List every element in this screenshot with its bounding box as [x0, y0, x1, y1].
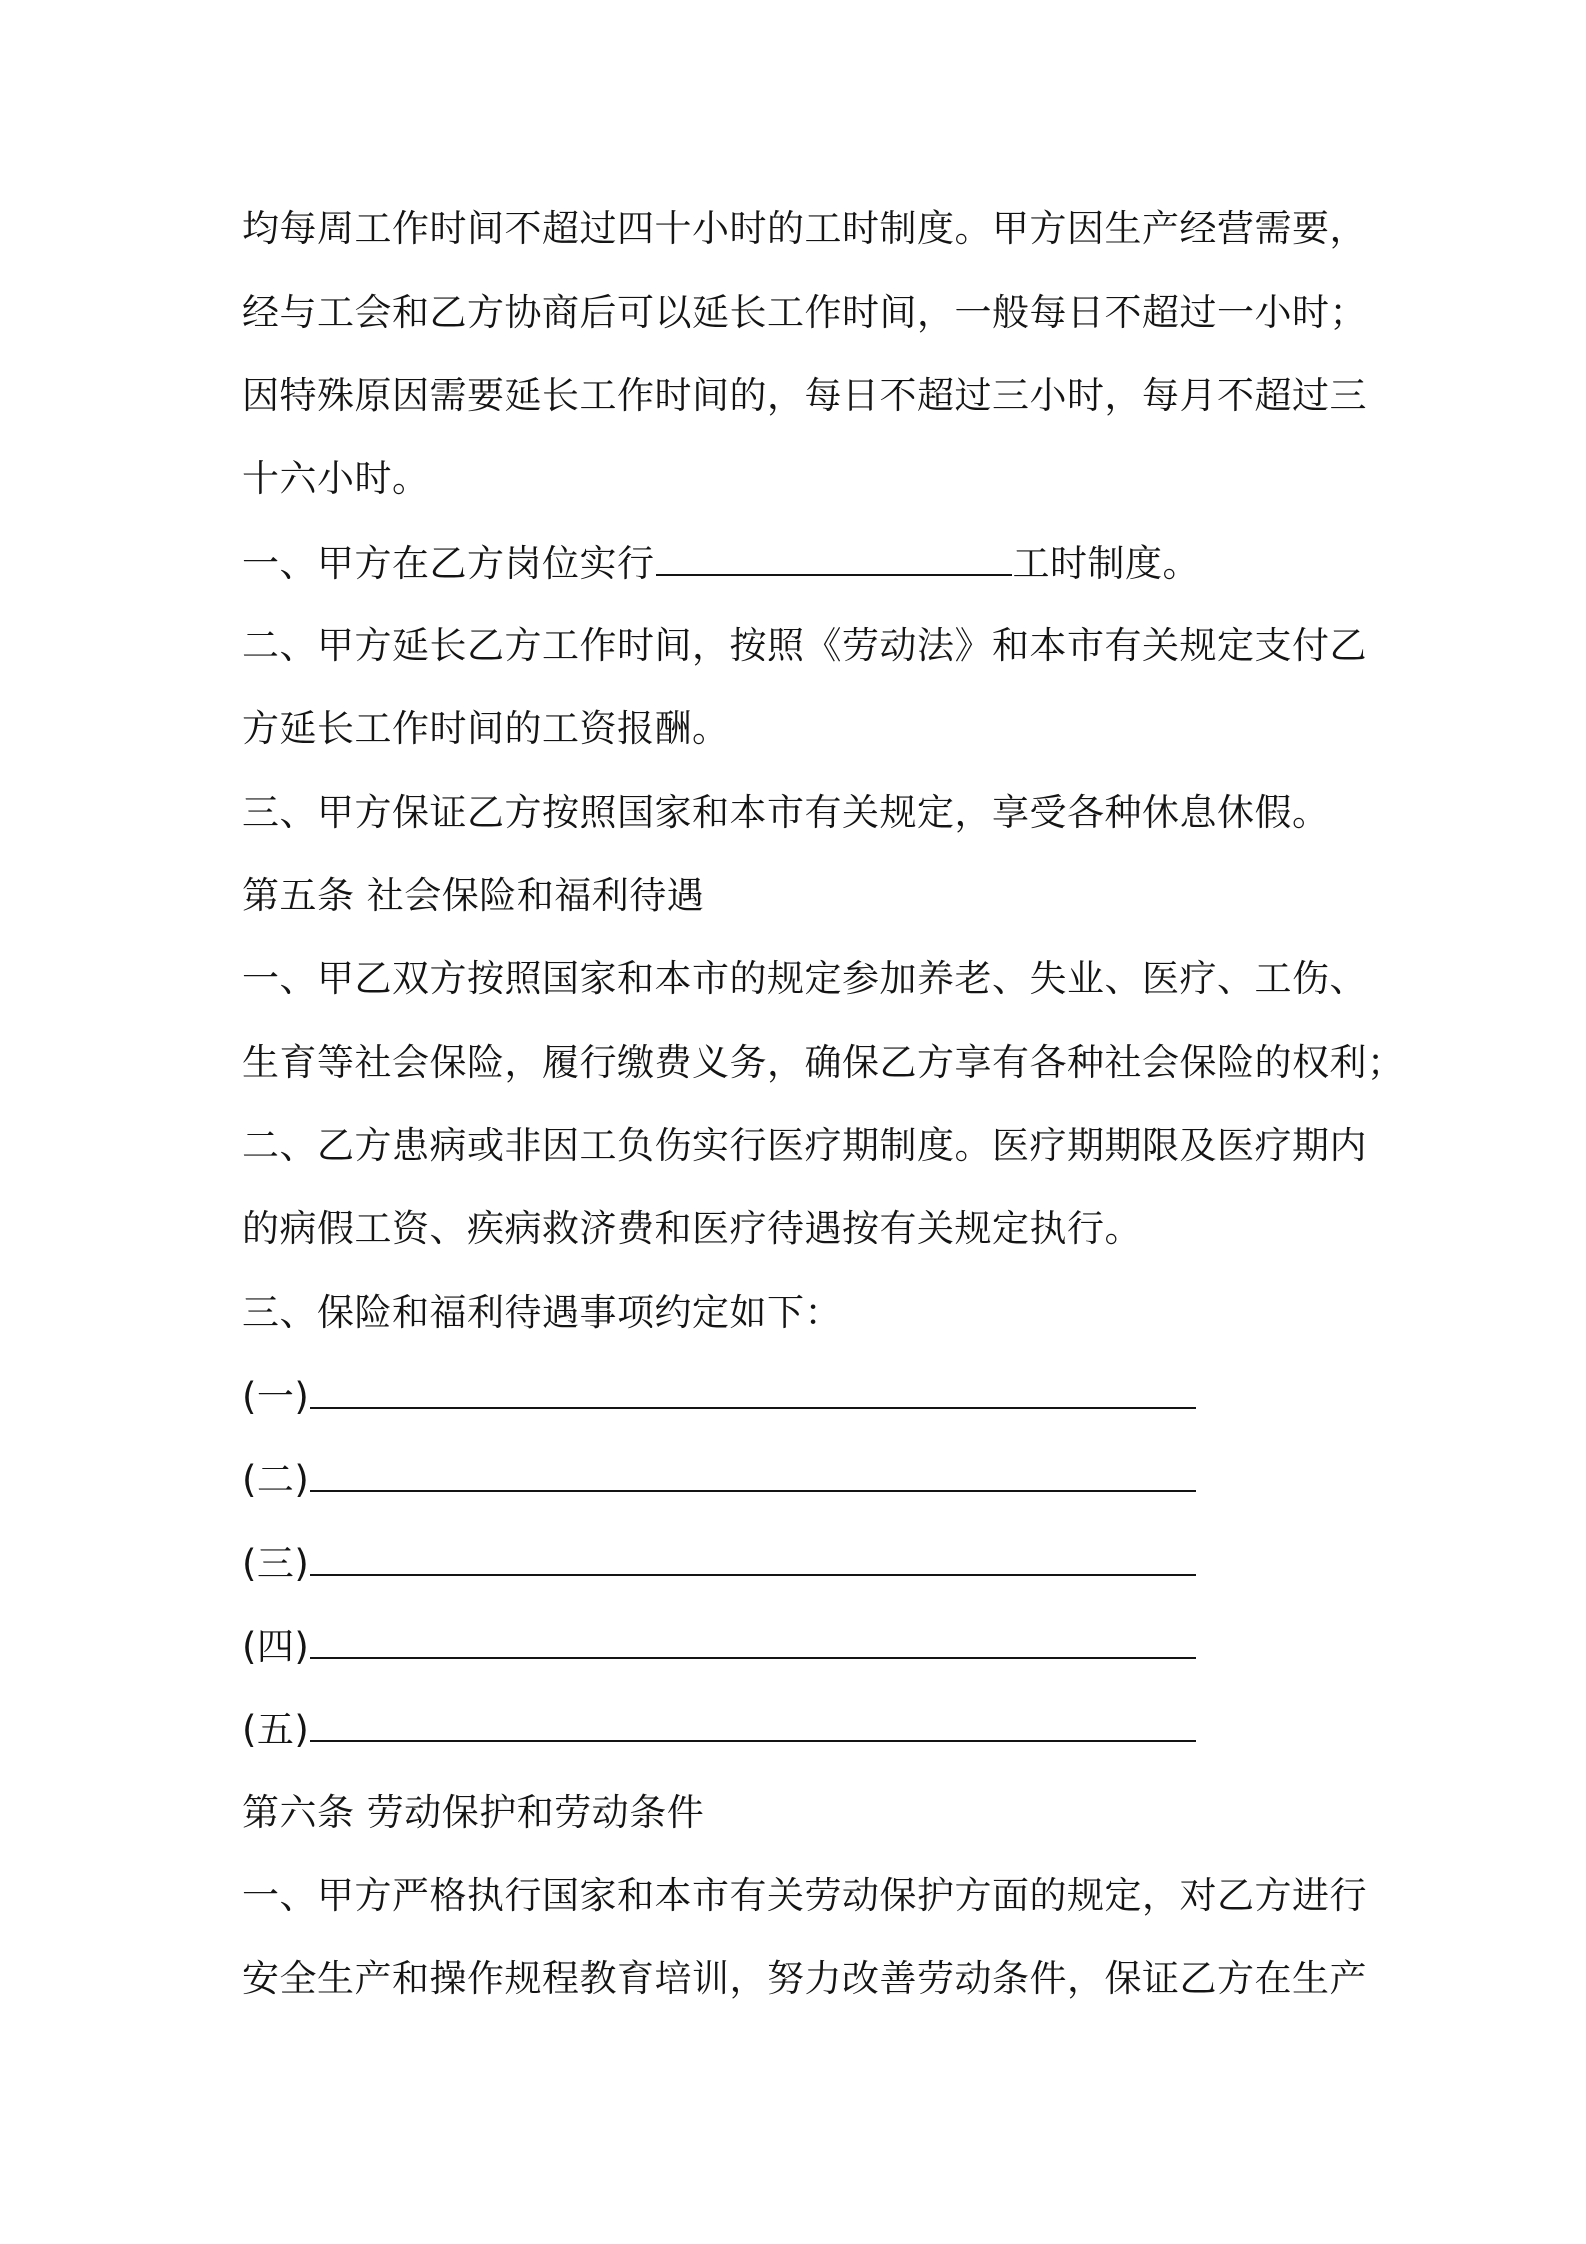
- blank-item: [242, 1454, 1362, 1504]
- blank-item-field[interactable]: [310, 1454, 1196, 1492]
- item-working-hours: [242, 538, 1362, 588]
- paragraph-line: 均每周工作时间不超过四十小时的工时制度。甲方因生产经营需要，: [242, 207, 1367, 250]
- working-hours-blank[interactable]: [656, 538, 1012, 576]
- blank-item-field[interactable]: [310, 1538, 1196, 1576]
- article5-item3: 三、保险和福利待遇事项约定如下：: [242, 1291, 842, 1334]
- blank-item-field[interactable]: [310, 1704, 1196, 1742]
- article5-item2-line: 的病假工资、疾病救济费和医疗待遇按有关规定执行。: [242, 1207, 1142, 1250]
- blank-item: [242, 1538, 1362, 1588]
- blank-item-label: (三): [242, 1542, 310, 1585]
- blank-item-label: (二): [242, 1458, 310, 1501]
- blank-item-field[interactable]: [310, 1371, 1196, 1409]
- article6-item1-line: 安全生产和操作规程教育培训，努力改善劳动条件，保证乙方在生产: [242, 1957, 1367, 2000]
- paragraph-line: 因特殊原因需要延长工作时间的，每日不超过三小时，每月不超过三: [242, 374, 1367, 417]
- item-overtime-line: 二、甲方延长乙方工作时间，按照《劳动法》和本市有关规定支付乙: [242, 624, 1367, 667]
- blank-item-label: (四): [242, 1625, 310, 1668]
- blank-item: [242, 1371, 1362, 1421]
- item-overtime-line: 方延长工作时间的工资报酬。: [242, 707, 730, 750]
- blank-item: [242, 1704, 1362, 1754]
- article5-heading: 第五条 社会保险和福利待遇: [242, 874, 705, 917]
- item-working-hours-suffix: 工时制度。: [1012, 542, 1200, 585]
- blank-item-label: (五): [242, 1708, 310, 1751]
- article6-item1-line: 一、甲方严格执行国家和本市有关劳动保护方面的规定，对乙方进行: [242, 1874, 1367, 1917]
- item-working-hours-prefix: 一、甲方在乙方岗位实行: [242, 542, 655, 585]
- article5-item1-line: 生育等社会保险，履行缴费义务，确保乙方享有各种社会保险的权利；: [242, 1041, 1405, 1084]
- blank-item-label: (一): [242, 1375, 310, 1418]
- paragraph-line: 十六小时。: [242, 457, 430, 500]
- paragraph-line: 经与工会和乙方协商后可以延长工作时间，一般每日不超过一小时；: [242, 291, 1367, 334]
- blank-item-field[interactable]: [310, 1621, 1196, 1659]
- blank-item: [242, 1621, 1362, 1671]
- article5-item1-line: 一、甲乙双方按照国家和本市的规定参加养老、失业、医疗、工伤、: [242, 957, 1367, 1000]
- article6-heading: 第六条 劳动保护和劳动条件: [242, 1791, 705, 1834]
- item-rest-leave: 三、甲方保证乙方按照国家和本市有关规定，享受各种休息休假。: [242, 791, 1330, 834]
- article5-item2-line: 二、乙方患病或非因工负伤实行医疗期制度。医疗期期限及医疗期内: [242, 1124, 1367, 1167]
